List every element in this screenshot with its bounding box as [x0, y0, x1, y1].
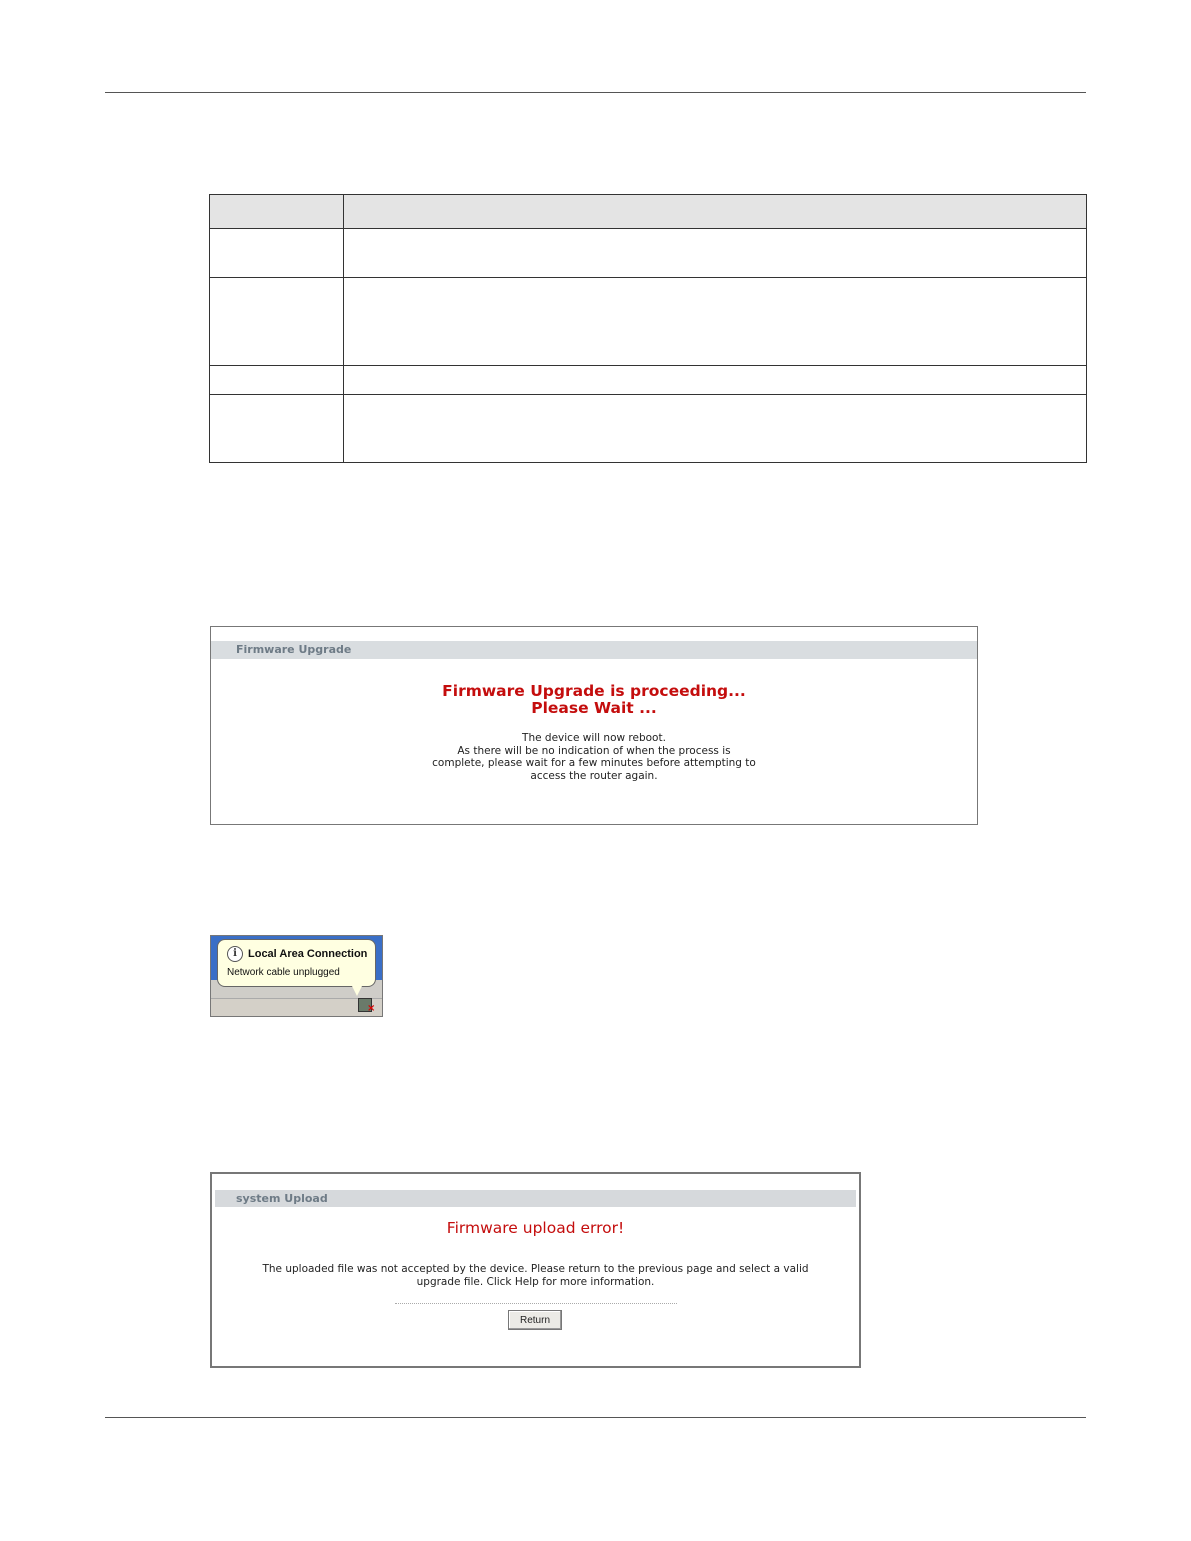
table-row — [210, 395, 1087, 463]
separator — [395, 1303, 677, 1304]
table-cell — [210, 366, 344, 395]
table-cell — [210, 229, 344, 278]
table-row — [210, 278, 1087, 366]
disconnected-x-icon: × — [367, 1003, 376, 1014]
table-row — [210, 229, 1087, 278]
upgrade-title — [211, 683, 977, 717]
description-table — [209, 194, 1087, 463]
taskbar — [211, 998, 382, 1017]
balloon-title: Local Area Connection — [248, 948, 368, 960]
table-cell — [344, 229, 1087, 278]
upgrade-message-line: access the router again. — [530, 769, 658, 782]
panel-header — [211, 641, 977, 659]
firmware-upgrade-panel — [210, 626, 978, 825]
table-cell — [210, 278, 344, 366]
table-row — [210, 366, 1087, 395]
table-cell — [344, 366, 1087, 395]
table-cell — [344, 278, 1087, 366]
error-message-line: upgrade file. Click Help for more information. — [416, 1275, 655, 1288]
table-cell — [344, 395, 1087, 463]
upgrade-message-line: The device will now reboot. — [522, 732, 666, 744]
bottom-rule — [105, 1417, 1086, 1418]
upgrade-message-line: As there will be no indication of when the process is — [457, 744, 731, 757]
table-header-cell — [210, 195, 344, 229]
upgrade-message-line: complete, please wait for a few minutes before attempting to — [432, 757, 756, 769]
balloon-tail — [351, 984, 363, 996]
table-cell — [210, 395, 344, 463]
error-message — [212, 1263, 859, 1288]
error-title: Firmware upload error! — [446, 1219, 625, 1237]
tray-balloon-screenshot — [210, 935, 383, 1017]
top-rule — [105, 92, 1086, 93]
panel-header — [215, 1190, 856, 1207]
notification-balloon[interactable] — [217, 939, 376, 987]
panel-header-label: Firmware Upgrade — [236, 643, 352, 656]
upload-error-panel — [210, 1172, 861, 1368]
upgrade-title-line2: Please Wait ... — [531, 699, 657, 717]
upgrade-message — [211, 732, 977, 782]
upgrade-title-line1: Firmware Upgrade is proceeding... — [442, 682, 746, 700]
return-button[interactable]: Return — [508, 1310, 562, 1330]
balloon-message: Network cable unplugged — [227, 967, 340, 978]
panel-header-label: system Upload — [236, 1192, 328, 1205]
table-header-cell — [344, 195, 1087, 229]
error-message-line: The uploaded file was not accepted by the device. Please return to the previous page and select a valid — [262, 1263, 809, 1275]
table-header-row — [210, 195, 1087, 229]
info-icon: i — [227, 946, 243, 962]
